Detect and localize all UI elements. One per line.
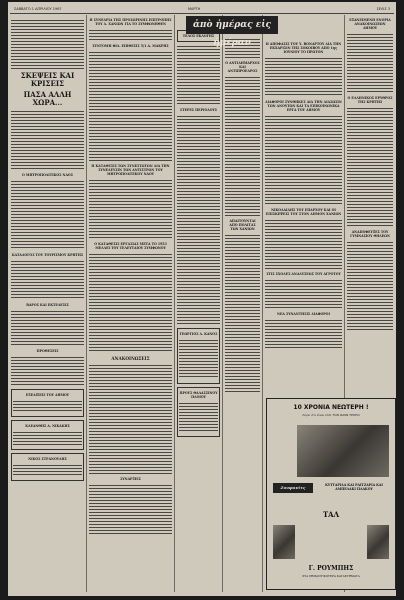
headline-ergasia: Ο ΚΑΤΑΘΕΣΙΣ ΕΡΓΑΣΙΑΣ ΜΕΤΑ ΤΟ 1953 ΜΕΛΛΕΙ ΤΟΥ ΤΕΛΕΥΤΑΙΟΥ ΣΥΜΦΩΝΟΥ <box>94 242 167 250</box>
headline-diaforoi: ΔΙΑΦΟΡΟΙ ΣΥΝΘΗΚΕΣ ΔΙΑ ΤΗΝ ΔΙΑΣΩΣΙΝ ΤΩΝ ΑΝΟΥΤΩΝ ΚΑΙ ΤΑ ΕΠΙΚΟΙΝΩΝΙΚΑ ΕΡΓΑ ΤΟΥ ΔΗΜΟΥ <box>265 100 342 112</box>
column-3-box-3 <box>177 387 220 437</box>
masthead-banner: ἀπὸ ἡμέρας εἰς ἡμέραν <box>186 16 278 34</box>
headline-skepseis: ΣΚΕΨΕΙΣ ΚΑΙ ΚΡΙΣΕΙΣ <box>20 71 75 88</box>
column-3 <box>177 16 220 592</box>
headline-varos: ΒΑΡΟΣ ΚΑΙ ΕΚΤΕΛΕΣΙΣ <box>26 303 69 307</box>
column-2 <box>89 16 172 592</box>
headline-apaitountai: ΑΠΑΙΤΟΥΝΤΑΙ ΑΠΟ ΠΟΛΙΤΑΣ ΤΩΝ ΧΑΝΙΩΝ <box>229 219 256 231</box>
headline-telos: ΤΕΛΟΣ ΕΚΛΟΓΗΣ <box>182 34 215 38</box>
ad-photo <box>297 425 389 477</box>
column-rule <box>222 15 223 592</box>
headline-syntomi: ΣΥΝΤΟΜΗ ΦΙΛ. ΕΠΙΘΕΣΙΣ 5/1 Α. ΜΑΚΡΗΣ <box>92 44 169 48</box>
headline-nea: ΝΕΑ ΣΥΝΑΝΤΗΣΙΣ ΔΙΑΦΟΡΟΙ <box>277 312 330 316</box>
headline-anakoinoseis: ΑΝΑΚΟΙΝΩΣΕΙΣ <box>111 356 150 361</box>
headline-mitropolitikos: Ο ΜΗΤΡΟΠΟΛΙΤΙΚΟΣ ΝΑΟΣ <box>22 173 73 177</box>
headline-steres: ΣΤΕΡΕΣ ΠΕΡΙΟΔΟΥΣ <box>179 108 218 112</box>
headline-erythros: Ο ΕΛΛΗΝΙΚΟΣ ΕΡΥΘΡΟΣ ΤΗΣ ΚΡΗΤΗΣ <box>347 96 393 104</box>
headline-synarxeis: ΣΥΝΑΡΞΕΙΣ <box>120 477 141 481</box>
notice-box-name: ΚΛΕΑΝΘΗΣ Α. ΝΙΚΑΚΗΣ <box>25 424 70 428</box>
headline-synedria: Η ΣΥΝΕΔΡΙΑ ΤΗΣ ΠΡΟΣΩΡΙΝΗΣ ΕΠΙΤΡΟΠΗΣ ΤΟΥ Δ. ΧΑΝΙΩΝ ΓΙΑ ΤΟ ΣΥΜΦΩΝΗΘΕΝ <box>89 18 172 26</box>
headline-katalogos: ΚΑΤΑΛΟΓΟΣ ΤΟΥ ΤΟΥΡΙΣΜΟΥ ΚΡΗΤΗΣ <box>11 253 84 257</box>
headline-pasa-alli: ΠΑΣΑ ΑΛΛΗ ΧΩΡΑ... <box>23 90 72 107</box>
column-rule <box>174 15 175 592</box>
notice-box-3 <box>11 453 84 481</box>
ad-brand-2: ΤΑΛ <box>322 510 340 519</box>
advertisement <box>266 398 396 590</box>
column-4 <box>225 16 260 592</box>
notice-box-bottom: ΝΙΚΟΣ ΣΤΡΑΝΟΥΛΗΣ <box>28 457 67 461</box>
header-page: ΣΕΛΙΣ 3 <box>376 7 390 11</box>
header-title: ΜΑΡΤΗ <box>188 7 201 11</box>
ad-subtitle: Λέγει ότι είναι έτσι ΤΟΝ ΙΔΙΟΝ ΤΡΟΠΟ <box>302 413 360 417</box>
notice-box-title: ΕΞΕΛΙΞΕΙΣ ΤΟΥ ΔΗΜΟΥ <box>25 393 70 397</box>
header-rule <box>10 13 394 14</box>
headline-plou: ΠΡΟΥΣ ΘΑΛΑΣΣΙΝΟΥ ΠΛΟΙΟΥ <box>179 391 218 399</box>
headline-katathesis: Η ΚΑΤΑΘΕΣΙΣ ΤΩΝ ΣΥΝΕΣΤΩΤΩΝ ΔΙΑ ΤΗΝ ΣΥΝΕΛΕΥΣΙΝ ΤΩΝ ΑΝΤΙΣΤΡΩΝ ΤΟΥ ΜΗΤΡΟΠΟΛΙΤΙΚΟΥ ΝΑΟΥ <box>91 164 170 176</box>
ad-title: 10 ΧΡΟΝΙΑ ΝΕΩΤΕΡΗ ! <box>293 404 369 411</box>
headline-kanos: ΓΕΩΡΓΙΟΣ Δ. ΚΑΝΟΣ <box>179 332 218 336</box>
ad-product: ΚΥΤΤΑΡΙΔΑ ΚΑΙ ΡΑΙΤΖΑΡΙΑ ΚΑΙ ΑΜΠΕΛΑΚΙ ΠΛΑΚΟΥ <box>325 483 383 491</box>
headline-antidimarchos: Ο ΑΝΤΙΔΗΜΑΡΧΟΣ ΚΑΙ ΑΝΤΙΠΡΟΕΔΡΟΣ <box>225 61 260 73</box>
column-rule <box>86 15 87 592</box>
headline-nikolaidis: ΝΙΚΟΛΑΙΔΗΣ ΤΟΥ ΕΠΑΡΧΟΥ ΚΑΙ ΟΙ ΕΠΙΣΚΕΨΕΙΣ ΤΟΥ ΣΤΟΝ ΔΗΜΟΝ ΧΑΝΙΩΝ <box>265 208 342 216</box>
column-3-box-2 <box>177 328 220 384</box>
column-rule <box>262 15 263 592</box>
headline-apofasis: Η ΑΠΟΦΑΣΙΣ ΤΟΥ Υ. ΒΟΝΑΡΤΟΥ ΔΙΑ ΤΗΝ ΕΚΧΑΡΙΣΙΝ ΤΗΣ ΣΟΚΟΙΒΟΥ ΑΠΟ 1ης ΙΟΥΝΙΟΥ ΤΟ ΠΡΩΤΟΝ <box>265 42 342 54</box>
ad-shop-sub: ΣΤΑ ΣΗΜΑΝΤΙΚΟΤΕΡΑ ΚΑΤΑΣΤΗΜΑΤΑ <box>302 574 360 578</box>
ad-brand: Ζουφανίτς <box>273 483 313 493</box>
newspaper-page <box>8 2 396 596</box>
column-1 <box>11 16 84 592</box>
notice-box-2 <box>11 420 84 450</box>
headline-protheseis: ΠΡΟΘΕΣΕΙΣ <box>36 349 59 353</box>
ad-bottle-left <box>273 525 295 559</box>
ad-bottle-right <box>367 525 389 559</box>
headline-anapofeuxeis: ΑΝΑΠΟΦΕΥΞΕΣ ΤΟΥ ΓΥΜΝΑΣΙΟΥ ΘΗΛΕΩΝ <box>350 230 390 238</box>
header-date: ΣΑΒΒΑΤΟ 1 ΑΠΡΙΛΙΟΥ 1967 <box>14 7 62 11</box>
headline-exaneimeni: ΕΞΑΝΕΙΜΕΝΗ ΕΝΟΡΙΑ ΑΝΑΚΟΙΝΩΣΕΩΝ ΔΗΜΟΥ <box>349 18 391 30</box>
headline-scholes: ΣΤΙΣ ΣΧΟΛΕΣ ΑΝΑΛΥΣΕΩΣ ΤΟΥ ΑΓΡΟΤΟΥ <box>266 272 341 276</box>
notice-box <box>11 389 84 417</box>
page-header <box>10 5 394 13</box>
ad-shop: Γ. ΡΟΥΜΠΗΣ <box>308 565 354 572</box>
